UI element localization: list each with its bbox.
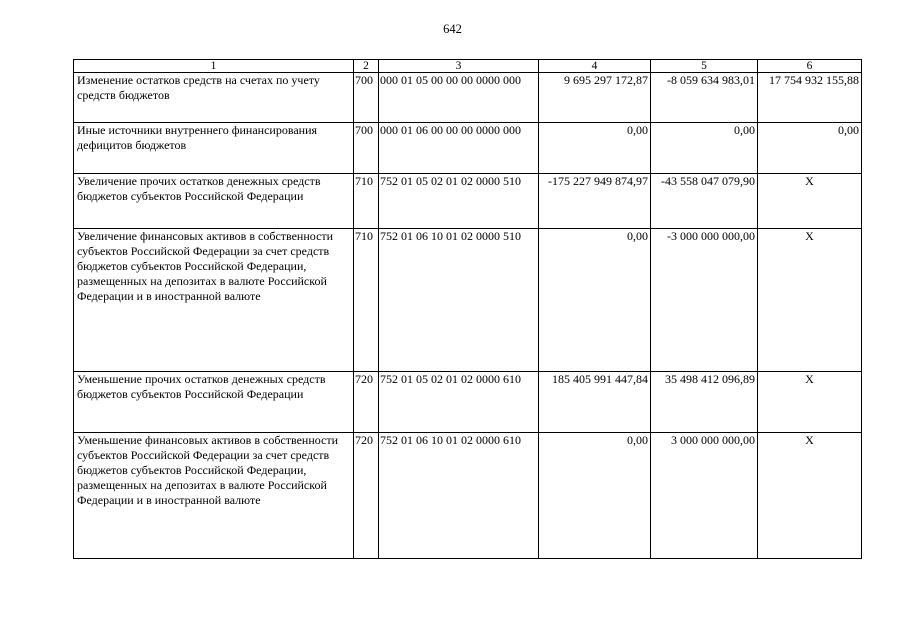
column-number-header-row [74, 60, 862, 73]
value-col6-cell: 0,00 [758, 123, 862, 174]
value-col5-cell: -3 000 000 000,00 [651, 229, 758, 372]
value-col4-cell: 0,00 [539, 229, 651, 372]
column-header-1: 1 [74, 60, 354, 73]
page-number: 642 [443, 22, 462, 36]
table-row [74, 372, 862, 433]
column-header-6: 6 [758, 60, 862, 73]
row-name-cell: Увеличение финансовых активов в собственности субъектов Российской Федерации за счет средств бюджетов субъектов Российской Федерации, размещенных на депозитах в валюте Российской Федерации и в иностранной валюте [74, 229, 354, 372]
admin-code-cell: 710 [354, 229, 379, 372]
admin-code-cell: 700 [354, 123, 379, 174]
value-col4-cell: 9 695 297 172,87 [539, 73, 651, 123]
column-header-2: 2 [354, 60, 379, 73]
row-name-cell: Уменьшение финансовых активов в собственности субъектов Российской Федерации за счет средств бюджетов субъектов Российской Федерации, размещенных на депозитах в валюте Российской Федерации и в иностранной валюте [74, 433, 354, 559]
value-col4-cell: 0,00 [539, 123, 651, 174]
column-header-3: 3 [379, 60, 539, 73]
row-name-cell: Иные источники внутреннего финансирования дефицитов бюджетов [74, 123, 354, 174]
value-col5-cell: 0,00 [651, 123, 758, 174]
budget-code-cell: 000 01 06 00 00 00 0000 000 [379, 123, 539, 174]
column-header-4: 4 [539, 60, 651, 73]
row-name-cell: Увеличение прочих остатков денежных средств бюджетов субъектов Российской Федерации [74, 174, 354, 229]
value-col6-cell: 17 754 932 155,88 [758, 73, 862, 123]
value-col5-cell: 35 498 412 096,89 [651, 372, 758, 433]
value-col6-cell: X [758, 229, 862, 372]
table-row [74, 73, 862, 123]
value-col5-cell: 3 000 000 000,00 [651, 433, 758, 559]
admin-code-cell: 710 [354, 174, 379, 229]
table-row [74, 174, 862, 229]
budget-code-cell: 000 01 05 00 00 00 0000 000 [379, 73, 539, 123]
admin-code-cell: 700 [354, 73, 379, 123]
value-col4-cell: -175 227 949 874,97 [539, 174, 651, 229]
budget-code-cell: 752 01 05 02 01 02 0000 610 [379, 372, 539, 433]
budget-code-cell: 752 01 06 10 01 02 0000 610 [379, 433, 539, 559]
admin-code-cell: 720 [354, 433, 379, 559]
value-col6-cell: X [758, 174, 862, 229]
value-col6-cell: X [758, 372, 862, 433]
value-col5-cell: -43 558 047 079,90 [651, 174, 758, 229]
column-header-5: 5 [651, 60, 758, 73]
value-col4-cell: 0,00 [539, 433, 651, 559]
row-name-cell: Изменение остатков средств на счетах по учету средств бюджетов [74, 73, 354, 123]
table-row [74, 433, 862, 559]
budget-sources-table [73, 59, 862, 559]
value-col4-cell: 185 405 991 447,84 [539, 372, 651, 433]
table-row [74, 123, 862, 174]
budget-code-cell: 752 01 06 10 01 02 0000 510 [379, 229, 539, 372]
budget-code-cell: 752 01 05 02 01 02 0000 510 [379, 174, 539, 229]
table-row [74, 229, 862, 372]
admin-code-cell: 720 [354, 372, 379, 433]
value-col5-cell: -8 059 634 983,01 [651, 73, 758, 123]
row-name-cell: Уменьшение прочих остатков денежных средств бюджетов субъектов Российской Федерации [74, 372, 354, 433]
value-col6-cell: X [758, 433, 862, 559]
